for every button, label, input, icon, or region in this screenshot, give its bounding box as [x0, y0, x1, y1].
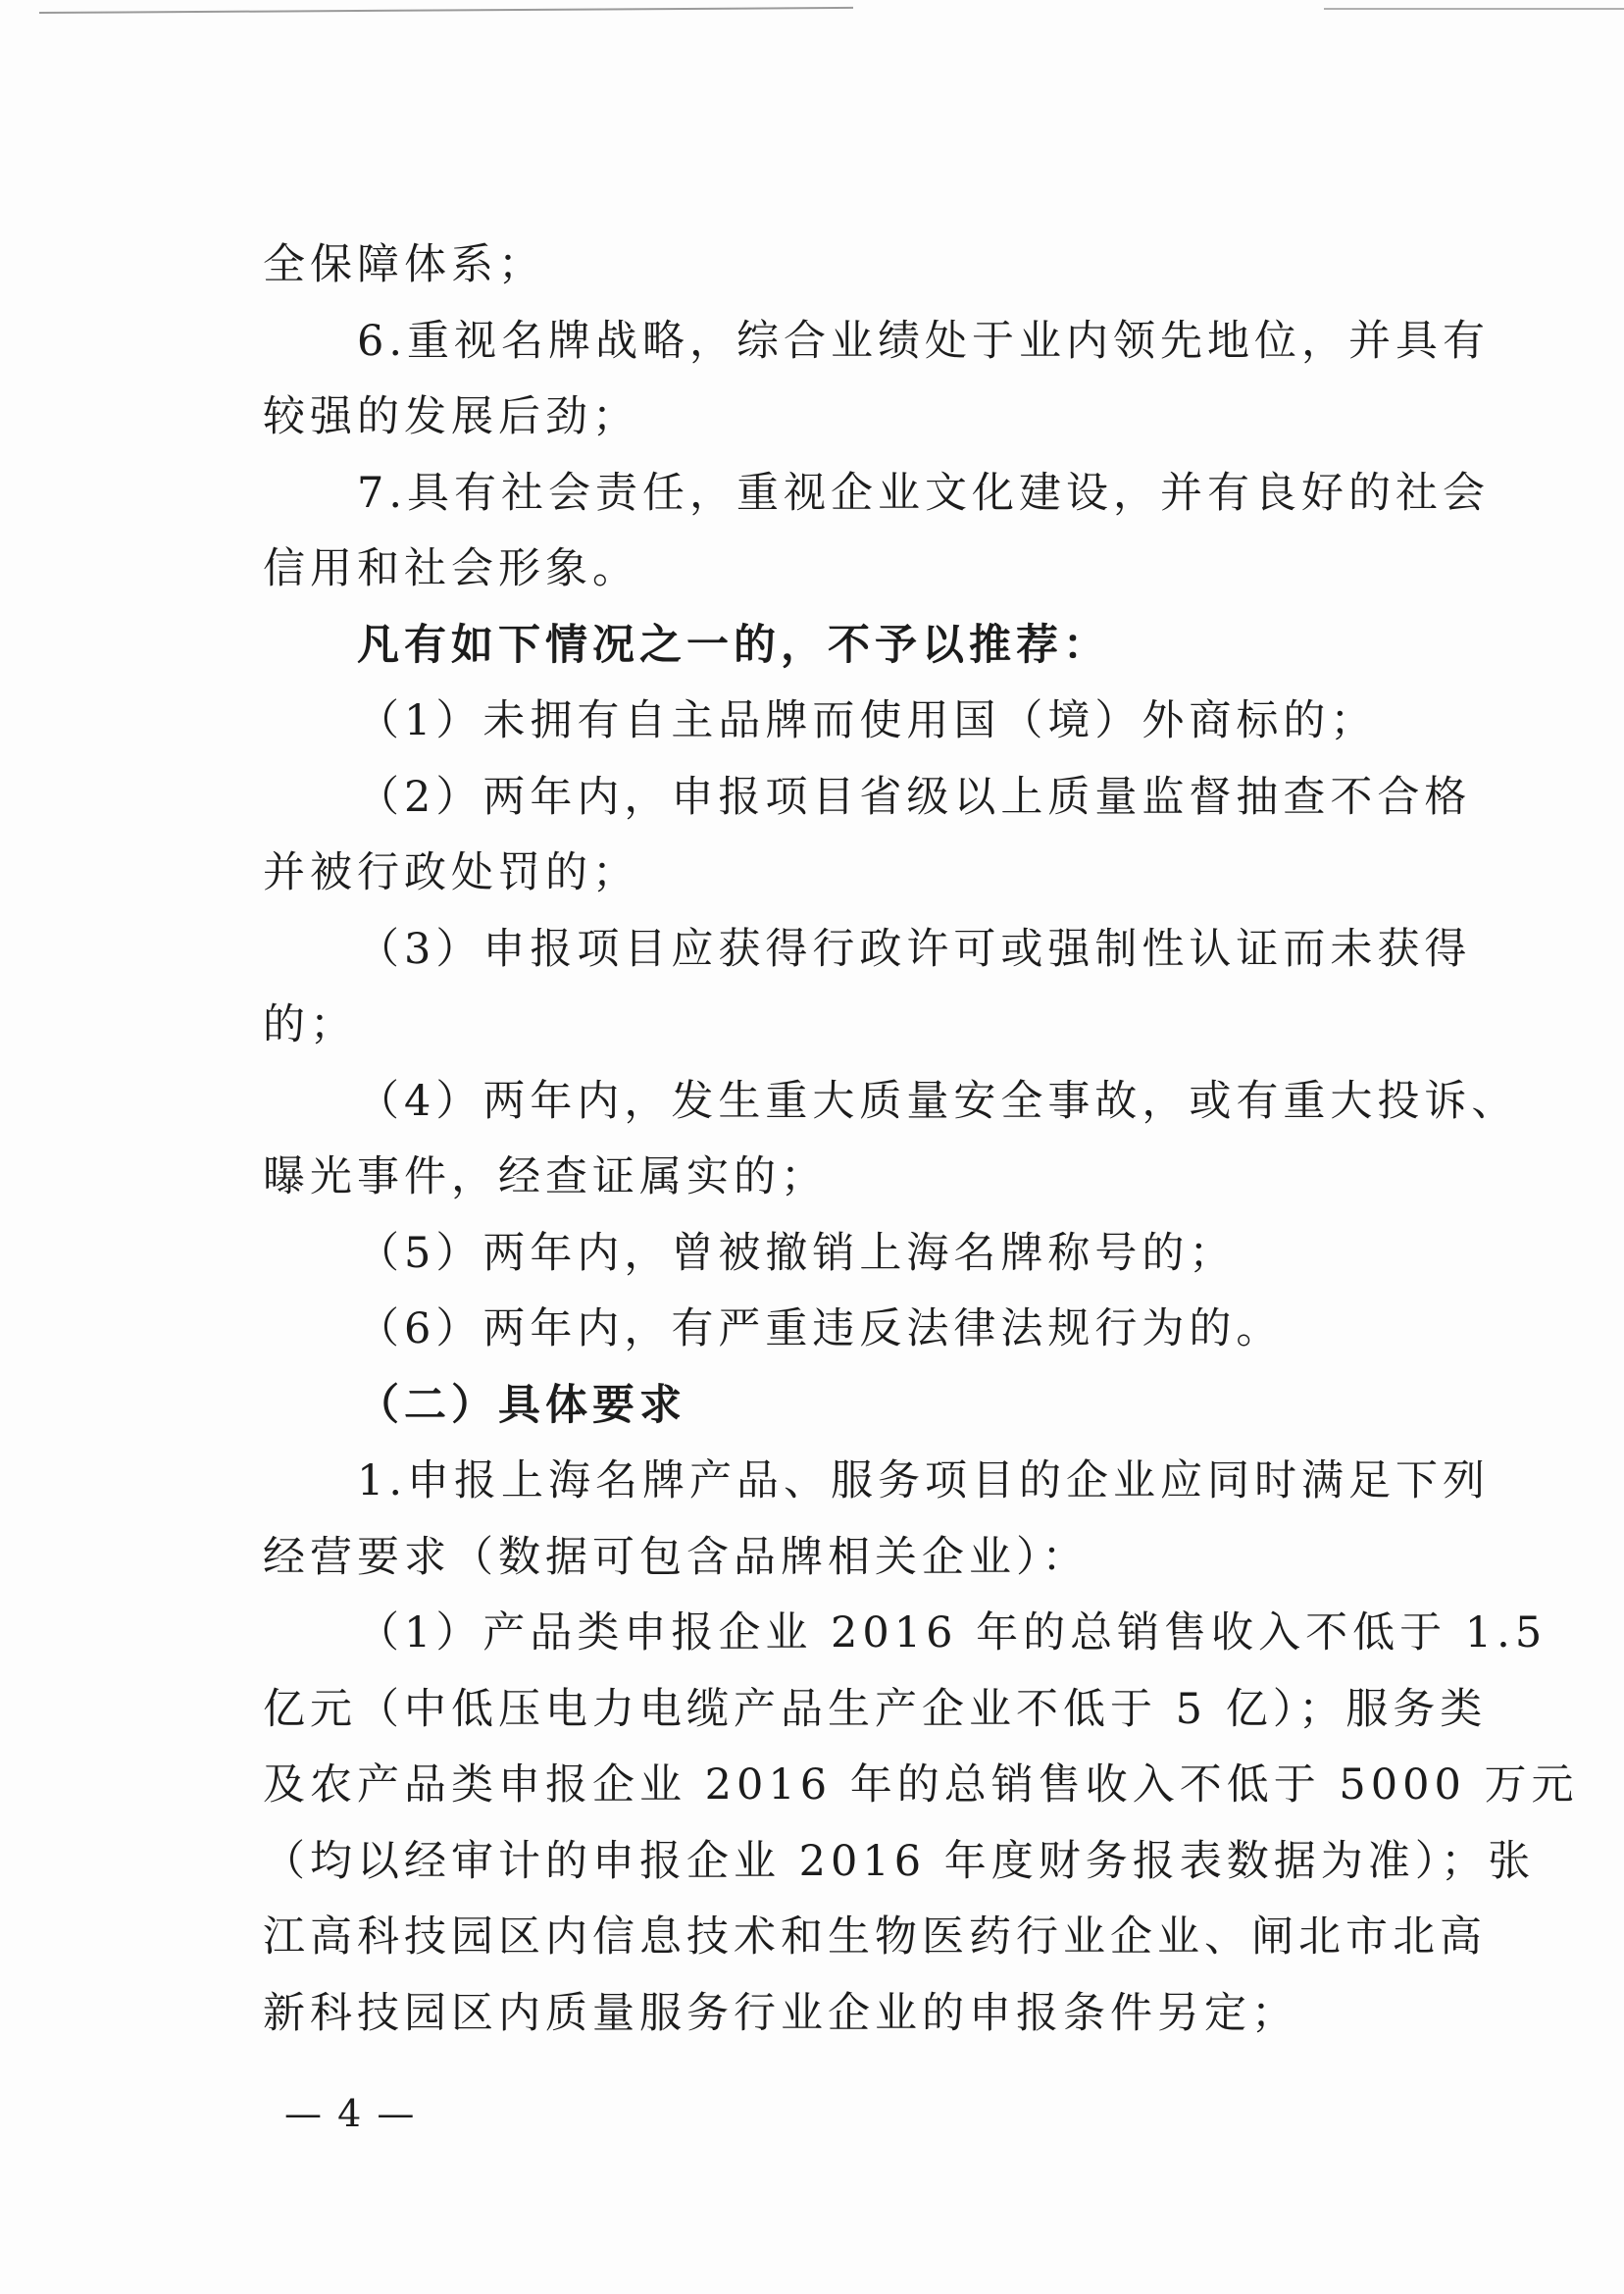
text-line: 经营要求（数据可包含品牌相关企业）：: [263, 1532, 1090, 1582]
text-line: （2）两年内，申报项目省级以上质量监督抽查不合格: [357, 772, 1472, 822]
text-line: 全保障体系；: [263, 240, 545, 289]
text-line: （6）两年内，有严重违反法律法规行为的。: [357, 1304, 1284, 1353]
section-heading: （二）具体要求: [357, 1380, 686, 1430]
text-line: （4）两年内，发生重大质量安全事故，或有重大投诉、: [357, 1076, 1519, 1126]
section-heading: 凡有如下情况之一的，不予以推荐：: [357, 620, 1110, 670]
text-line: 及农产品类申报企业 2016 年的总销售收入不低于 5000 万元: [263, 1760, 1579, 1810]
text-line: 并被行政处罚的；: [263, 848, 639, 897]
text-line: （1）未拥有自主品牌而使用国（境）外商标的；: [357, 696, 1378, 745]
text-line: 江高科技园区内信息技术和生物医药行业企业、闸北市北高: [263, 1912, 1487, 1962]
text-line: （均以经审计的申报企业 2016 年度财务报表数据为准）；张: [263, 1836, 1536, 1886]
text-line: （5）两年内，曾被撤销上海名牌称号的；: [357, 1228, 1237, 1278]
text-line: 亿元（中低压电力电缆产品生产企业不低于 5 亿）；服务类: [263, 1684, 1488, 1734]
text-line: 曝光事件，经查证属实的；: [263, 1152, 828, 1201]
text-line: 较强的发展后劲；: [263, 392, 639, 441]
text-line: 的；: [263, 1000, 357, 1049]
text-line: （3）申报项目应获得行政许可或强制性认证而未获得: [357, 924, 1472, 974]
text-line: 6.重视名牌战略，综合业绩处于业内领先地位，并具有: [357, 316, 1491, 366]
scan-edge-line: [39, 7, 853, 14]
text-line: 7.具有社会责任，重视企业文化建设，并有良好的社会: [357, 468, 1491, 518]
text-line: （1）产品类申报企业 2016 年的总销售收入不低于 1.5: [357, 1608, 1548, 1657]
scan-edge-line: [1324, 8, 1624, 10]
page-number: — 4 —: [284, 2092, 417, 2135]
text-line: 信用和社会形象。: [263, 544, 639, 593]
text-line: 1.申报上海名牌产品、服务项目的企业应同时满足下列: [357, 1456, 1491, 1505]
text-line: 新科技园区内质量服务行业企业的申报条件另定；: [263, 1988, 1298, 2038]
document-body: [263, 228, 1579, 2052]
